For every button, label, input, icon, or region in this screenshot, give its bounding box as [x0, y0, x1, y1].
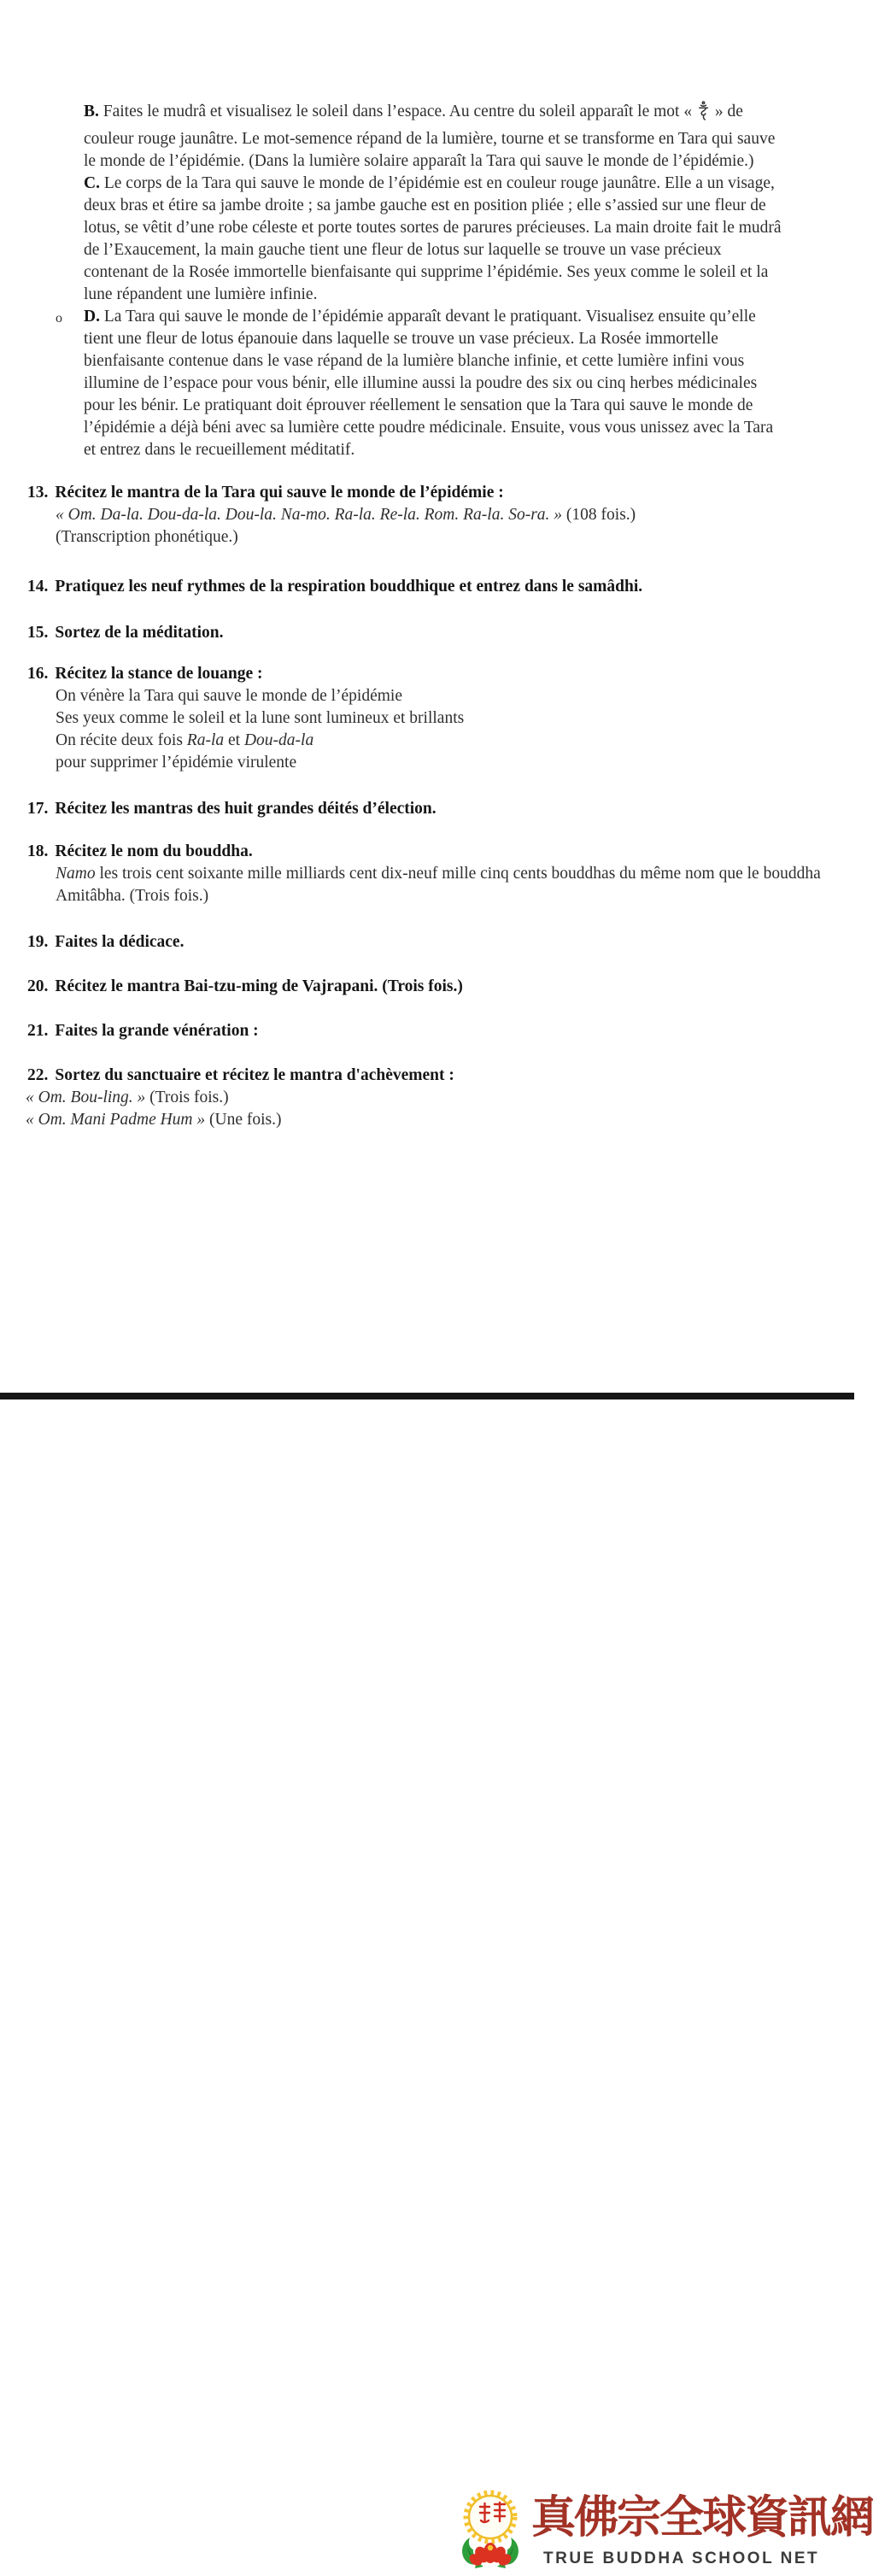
item-20-number: 20. — [27, 977, 49, 995]
item-14-heading — [0, 576, 854, 598]
item-19-title: Faites la dédicace. — [55, 933, 185, 951]
paragraph-d-label: D. — [84, 308, 100, 326]
paragraph-b-text-2: » de couleur rouge jaunâtre. Le mot-semence répand de la lumière, tourne et se transforme en Tara qui sauve le monde de l’épidémie. (Dans la lumière solaire apparaît la Tara qui sauve le monde de l’épidémie.) — [84, 103, 776, 170]
item-13-mantra-note: (108 fois.) — [562, 506, 636, 524]
document-body — [0, 101, 854, 1131]
item-16 — [0, 663, 854, 774]
item-16-verse-line-3-mantra-2: Dou-da-la — [243, 731, 314, 749]
paragraph-b — [84, 101, 782, 173]
paragraph-c — [84, 173, 782, 306]
item-13-mantra-line — [0, 504, 854, 526]
paragraph-b-label: B. — [84, 103, 99, 120]
item-16-verse-line-1: On vénère la Tara qui sauve le monde de l’épidémie — [56, 687, 402, 705]
item-22-mantra-2-note: (Une fois.) — [205, 1111, 282, 1129]
english-site-title: TRUE BUDDHA SCHOOL NET — [543, 2550, 820, 2567]
item-18 — [0, 841, 854, 907]
item-22-number: 22. — [27, 1066, 49, 1084]
item-20-heading — [0, 976, 854, 998]
item-16-verse-line-2: Ses yeux comme le soleil et la lune sont lumineux et brillants — [56, 709, 465, 727]
item-18-heading — [0, 841, 854, 863]
item-19-number: 19. — [27, 933, 49, 951]
item-21-number: 21. — [27, 1022, 49, 1040]
item-19-heading — [0, 931, 854, 954]
chinese-site-title: 真佛宗全球資訊網 — [531, 2492, 873, 2544]
item-13-number: 13. — [27, 484, 49, 502]
item-17 — [0, 798, 854, 820]
bottom-border-bar — [0, 1393, 854, 1399]
item-22-mantra-1: « Om. Bou-ling. » — [26, 1088, 146, 1106]
item-22-mantra-1-note: (Trois fois.) — [145, 1088, 229, 1106]
item-14 — [0, 576, 854, 598]
item-21 — [0, 1020, 854, 1042]
item-22-mantra-line-2 — [0, 1109, 854, 1131]
circle-bullet-marker: o — [56, 311, 62, 326]
item-17-heading — [0, 798, 854, 820]
item-16-verse-line-3-mantra-1: Ra-la — [186, 731, 225, 749]
item-22-mantra-2: « Om. Mani Padme Hum » — [26, 1111, 206, 1129]
item-13-heading — [0, 482, 854, 504]
paragraph-d-text: La Tara qui sauve le monde de l’épidémie apparaît devant le pratiquant. Visualisez ensuite qu’elle tient une fleur de lotus épanouie dans laquelle se trouve un vase précieux. La Rosée immortelle bienfaisante contenue dans le vase répand de la lumière blanche infinie, et cette lumière infini vous illumine de l’espace pour vous bénir, elle illumine aussi la poudre des six ou cinq herbes médicinales pour les bénir. Le pratiquant doit éprouver réellement le sensation que la Tara qui sauve le monde de l’épidémie a déjà béni avec sa lumière cette poudre médicinale. Ensuite, vous vous unissez avec la Tara et entrez dans le recueillement méditatif. — [84, 308, 774, 459]
item-19 — [0, 931, 854, 954]
item-18-body-text: les trois cent soixante mille milliards cent dix-neuf mille cinq cents bouddhas du même nom que le bouddha Amitâbha. (Trois fois.) — [56, 865, 821, 905]
item-21-heading — [0, 1020, 854, 1042]
item-18-body — [0, 863, 854, 907]
item-17-number: 17. — [27, 800, 49, 818]
lotus-sun-emblem-icon — [458, 2490, 523, 2572]
item-21-title: Faites la grande vénération : — [55, 1022, 259, 1040]
item-17-title: Récitez les mantras des huit grandes déités d’élection. — [55, 800, 436, 818]
item-16-verse-line-3 — [0, 730, 854, 752]
item-22 — [0, 1065, 854, 1131]
item-18-number: 18. — [27, 842, 49, 860]
item-15 — [0, 622, 854, 644]
item-16-title: Récitez la stance de louange : — [55, 665, 263, 683]
item-20-title: Récitez le mantra Bai-tzu-ming de Vajrapani. (Trois fois.) — [55, 977, 463, 995]
item-22-title: Sortez du sanctuaire et récitez le mantra d'achèvement : — [55, 1066, 454, 1084]
true-buddha-school-net-logo — [0, 1222, 873, 2567]
item-22-mantra-line-1 — [0, 1087, 854, 1109]
paragraph-c-text: Le corps de la Tara qui sauve le monde de l’épidémie est en couleur rouge jaunâtre. Elle a un visage, deux bras et étire sa jambe droite ; sa jambe gauche est en position pliée ; elle s’assied sur une fleur de lotus, se vêtit d’une robe céleste et porte toutes sortes de parures précieuses. La main droite fait le mudrâ de l’Exaucement, la main gauche tient une fleur de lotus sur laquelle se trouve un vase précieux contenant de la Rosée immortelle bienfaisante qui supprime l’épidémie. Ses yeux comme le soleil et la lune répandent une lumière infinie. — [84, 174, 782, 303]
paragraph-d — [56, 306, 782, 461]
item-15-number: 15. — [27, 624, 49, 642]
item-16-heading — [0, 663, 854, 685]
paragraph-b-text-1: Faites le mudrâ et visualisez le soleil dans l’espace. Au centre du soleil apparaît le mot « — [103, 103, 696, 120]
item-15-heading — [0, 622, 854, 644]
tibetan-seed-syllable-icon — [698, 101, 709, 128]
item-22-heading — [0, 1065, 854, 1087]
item-18-title: Récitez le nom du bouddha. — [55, 842, 253, 860]
item-16-verse-line-3-mid: et — [224, 731, 244, 749]
paragraph-c-label: C. — [84, 174, 100, 192]
item-13-mantra: « Om. Da-la. Dou-da-la. Dou-la. Na-mo. Ra-la. Re-la. Rom. Ra-la. So-ra. » — [56, 506, 563, 524]
item-15-title: Sortez de la méditation. — [55, 624, 224, 642]
item-16-verse-line-3-pre: On récite deux fois — [56, 731, 187, 749]
item-16-verse-line-4: pour supprimer l’épidémie virulente — [56, 754, 297, 772]
item-16-number: 16. — [27, 665, 49, 683]
item-13-title: Récitez le mantra de la Tara qui sauve le monde de l’épidémie : — [55, 484, 504, 502]
item-18-namo: Namo — [56, 865, 96, 883]
item-14-title: Pratiquez les neuf rythmes de la respiration bouddhique et entrez dans le samâdhi. — [55, 578, 643, 596]
item-20 — [0, 976, 854, 998]
item-13-transcription: (Transcription phonétique.) — [56, 528, 238, 546]
item-14-number: 14. — [27, 578, 49, 596]
item-13 — [0, 482, 854, 549]
